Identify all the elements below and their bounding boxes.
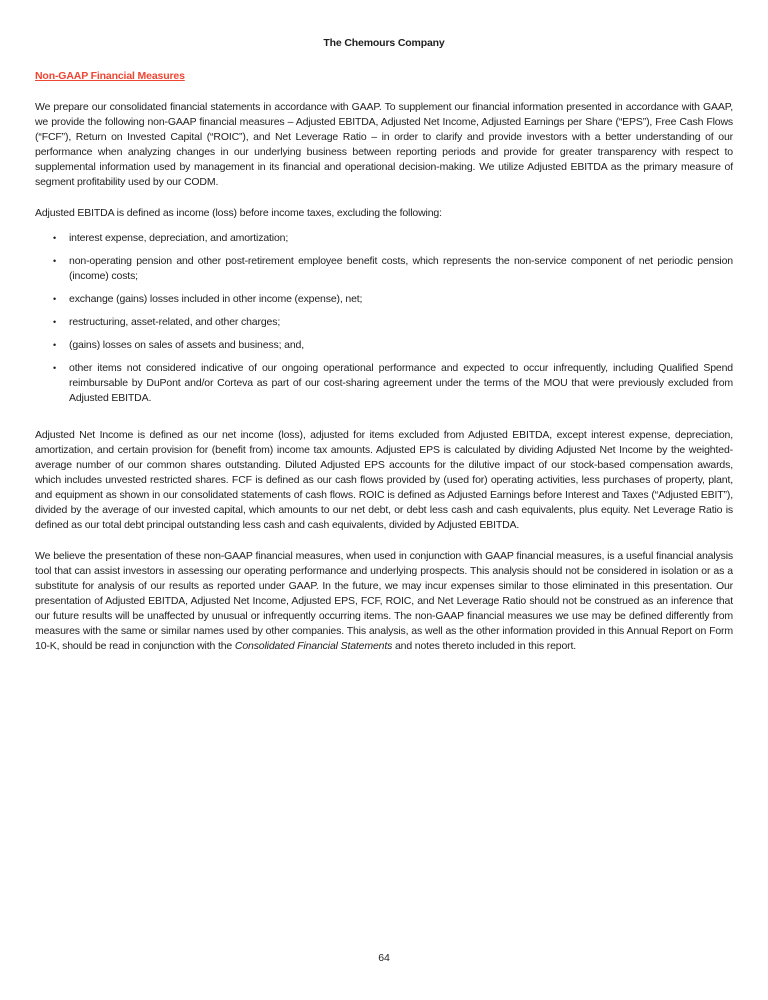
consolidated-financial-statements-italic: Consolidated Financial Statements	[234, 640, 393, 652]
list-item-text: (gains) losses on sales of assets and business; and,	[69, 339, 305, 351]
list-item	[35, 292, 733, 307]
list-item-text: non-operating pension and other post-retirement employee benefit costs, which represents the non-service component of net periodic pension (income) costs;	[69, 255, 733, 282]
bullet-icon: •	[53, 317, 57, 327]
belief-text-before-italic: We believe the presentation of these non-GAAP financial measures, when used in conjunction with GAAP financial measures, is a useful financial analysis tool that can assist investors in assessing our operating performance and underlying prospects. This analysis should not be considered in isolation or as a substitute for analysis of our results as reported under GAAP. In the future, we may incur expenses similar to those eliminated in this presentation. Our presentation of Adjusted EBITDA, Adjusted Net Income, Adjusted EPS, FCF, ROIC, and Net Leverage Ratio should not be construed as an inference that our future results will be unaffected by unusual or infrequently occurring items. The non-GAAP financial measures we use may be defined differently from measures with the same or similar names used by other companies. This analysis, as well as the other information provided in this Annual Report on Form 10-K, should be read in conjunction with the	[35, 550, 733, 652]
paragraph-measure-definitions: Adjusted Net Income is defined as our net income (loss), adjusted for items excluded from Adjusted EBITDA, except interest expense, depreciation, amortization, and certain provision for (benefit from) income tax amounts. Adjusted EPS is calculated by dividing Adjusted Net Income by the weighted-average number of our common shares outstanding. Diluted Adjusted EPS accounts for the dilutive impact of our stock-based compensation awards, which includes unvested restricted shares. FCF is defined as our cash flows provided by (used for) operating activities, less purchases of property, plant, and equipment as shown in our consolidated statements of cash flows. ROIC is defined as Adjusted Earnings before Interest and Taxes (“Adjusted EBIT”), divided by the average of our invested capital, which amounts to our net debt, or debt less cash and cash equivalents, plus equity. Net Leverage Ratio is defined as our total debt principal outstanding less cash and cash equivalents, divided by Adjusted EBITDA.	[35, 429, 733, 531]
list-item	[35, 361, 733, 406]
list-item	[35, 231, 733, 246]
section-heading: Non-GAAP Financial Measures	[35, 70, 185, 82]
page-number: 64	[378, 952, 390, 964]
bullet-icon: •	[53, 256, 57, 266]
list-item-text: interest expense, depreciation, and amortization;	[69, 232, 289, 244]
list-item	[35, 254, 733, 284]
belief-text-after-italic: and notes thereto included in this report.	[392, 640, 577, 652]
bullet-icon: •	[53, 233, 57, 243]
paragraph-adjusted-ebitda-definition: Adjusted EBITDA is defined as income (loss) before income taxes, excluding the following:	[35, 207, 442, 219]
list-item	[35, 315, 733, 330]
list-item-text: exchange (gains) losses included in other income (expense), net;	[69, 293, 363, 305]
list-item-text: other items not considered indicative of our ongoing operational performance and expected to occur infrequently, including Qualified Spend reimbursable by DuPont and/or Corteva as part of our cost-sharing agreement under the terms of the MOU that were previously excluded from Adjusted EBITDA.	[69, 362, 733, 404]
list-item-text: restructuring, asset-related, and other charges;	[69, 316, 281, 328]
bullet-icon: •	[53, 294, 57, 304]
adjusted-ebitda-exclusions-list	[35, 231, 733, 406]
list-item	[35, 338, 733, 353]
paragraph-non-gaap-belief	[35, 549, 733, 654]
document-header-title: The Chemours Company	[323, 37, 445, 49]
bullet-icon: •	[53, 340, 57, 350]
paragraph-gaap-supplement: We prepare our consolidated financial statements in accordance with GAAP. To supplement our financial information presented in accordance with GAAP, we provide the following non-GAAP financial measures – Adjusted EBITDA, Adjusted Net Income, Adjusted Earnings per Share (“EPS”), Free Cash Flows (“FCF”), Return on Invested Capital (“ROIC”), and Net Leverage Ratio – in order to clarify and provide investors with a better understanding of our performance when analyzing changes in our underlying business between reporting periods and provide for greater transparency with respect to supplemental information used by management in its financial and operational decision-making. We utilize Adjusted EBITDA as the primary measure of segment profitability used by our CODM.	[35, 101, 733, 188]
bullet-icon: •	[53, 363, 57, 373]
